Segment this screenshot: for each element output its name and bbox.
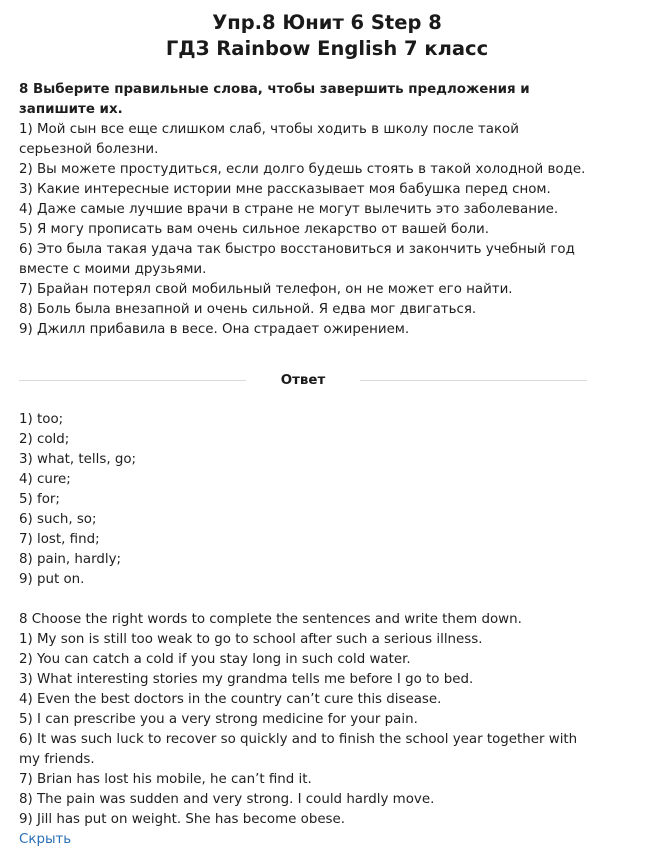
answer-item: 8) pain, hardly;	[19, 552, 122, 567]
task-item: 3) Какие интересные истории мне рассказывает моя бабушка перед сном.	[19, 182, 551, 197]
translation-item: 6) It was such luck to recover so quickly and to finish the school year together with my friends.	[19, 732, 578, 767]
answer-item: 4) cure;	[19, 472, 71, 487]
translation-item: 2) You can catch a cold if you stay long in such cold water.	[19, 652, 411, 667]
title-line-1: Упр.8 Юнит 6 Step 8	[212, 11, 442, 34]
task-item: 9) Джилл прибавила в весе. Она страдает ожирением.	[19, 322, 410, 337]
task-item: 1) Мой сын все еще слишком слаб, чтобы ходить в школу после такой серьезной болезни.	[19, 122, 519, 157]
task-item: 6) Это была такая удача так быстро восстановиться и закончить учебный год вместе с моими друзьями.	[19, 242, 575, 277]
translation-item: 1) My son is still too weak to go to school after such a serious illness.	[19, 632, 483, 647]
translation-heading: 8 Choose the right words to complete the sentences and write them down.	[19, 612, 522, 627]
answer-separator	[19, 370, 587, 390]
divider-right	[360, 380, 587, 381]
translation-item: 9) Jill has put on weight. She has become obese.	[19, 812, 346, 827]
translation-item: 7) Brian has lost his mobile, he can’t find it.	[19, 772, 312, 787]
hide-link[interactable]: Скрыть	[19, 832, 72, 847]
task-heading: 8 Выберите правильные слова, чтобы завершить предложения и запишите их.	[19, 82, 530, 117]
task-item: 8) Боль была внезапной и очень сильной. Я едва мог двигаться.	[19, 302, 477, 317]
task-item: 2) Вы можете простудиться, если долго будешь стоять в такой холодной воде.	[19, 162, 586, 177]
answer-item: 1) too;	[19, 412, 64, 427]
answer-item: 6) such, so;	[19, 512, 97, 527]
page-title	[19, 0, 654, 62]
title-line-2: ГДЗ Rainbow English 7 класс	[165, 37, 489, 60]
divider-left	[19, 380, 246, 381]
task-item: 5) Я могу прописать вам очень сильное лекарство от вашей боли.	[19, 222, 490, 237]
answer-label: Ответ	[280, 372, 326, 388]
answer-item: 9) put on.	[19, 572, 85, 587]
translation-item: 3) What interesting stories my grandma tells me before I go to bed.	[19, 672, 474, 687]
translation-item: 4) Even the best doctors in the country can’t cure this disease.	[19, 692, 442, 707]
translation-item: 8) The pain was sudden and very strong. I could hardly move.	[19, 792, 435, 807]
task-item: 4) Даже самые лучшие врачи в стране не могут вылечить это заболевание.	[19, 202, 559, 217]
answer-item: 5) for;	[19, 492, 60, 507]
answer-item: 2) cold;	[19, 432, 70, 447]
translation-item: 5) I can prescribe you a very strong medicine for your pain.	[19, 712, 418, 727]
answers-list	[19, 410, 654, 590]
translation-block	[19, 610, 591, 850]
answer-item: 7) lost, find;	[19, 532, 100, 547]
answer-item: 3) what, tells, go;	[19, 452, 137, 467]
task-item: 7) Брайан потерял свой мобильный телефон, он не может его найти.	[19, 282, 513, 297]
task-block	[19, 80, 591, 340]
